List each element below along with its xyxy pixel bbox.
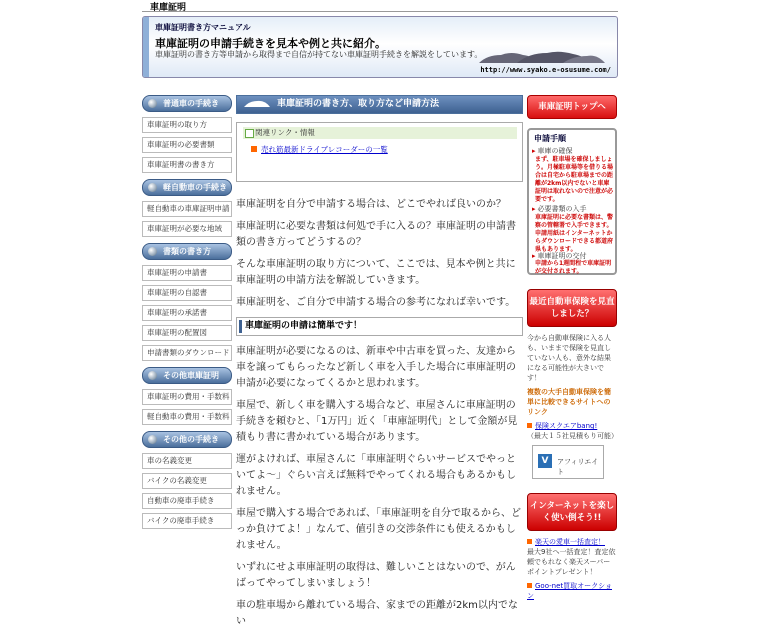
paragraph: 車庫証明を、ご自分で申請する場合の参考になれば幸いです。 (236, 297, 516, 308)
paragraph: 車庫証明を自分で申請する場合は、どこでやれば良いのか？ (236, 199, 506, 210)
related-link-item (251, 144, 388, 155)
sidebar-category: その他車庫証明 (142, 367, 232, 384)
related-links-header: 関連リンク・情報 (243, 127, 517, 139)
insurance-note: （最大１５社見積もり可能） (527, 432, 618, 440)
sidebar-group-other-proc (142, 431, 232, 529)
sidebar-link[interactable]: 車の名義変更 (142, 453, 232, 469)
sidebar-link[interactable]: 車庫証明が必要な地域 (142, 221, 232, 237)
step-1: ▸ 車庫の確保 (532, 146, 573, 156)
insurance-square-link[interactable]: 保険スクエアbang! (535, 422, 598, 430)
paragraph: 車屋で購入する場合であれば、「車庫証明を自分で取るから、どっか負けてよ！」なんて、値引きの交渉条件にも使えるかもしれません。 (236, 508, 521, 551)
step-2: ▸ 必要書類の入手 (532, 204, 587, 214)
header-title: 車庫証明の申請手続きを見本や例と共に紹介。 (155, 37, 386, 50)
sidebar-link[interactable]: 車庫証明の必要書類 (142, 137, 232, 153)
sidebar-group-shorui (142, 243, 232, 361)
sidebar-link[interactable]: 自動車の廃車手続き (142, 493, 232, 509)
sidebar-category: その他の手続き (142, 431, 232, 448)
affiliate-label: アフィリエイト (557, 458, 599, 476)
sidebar-category: 書類の書き方 (142, 243, 232, 260)
bullet-icon (148, 99, 157, 108)
paragraph: 車の駐車場から離れている場合、家までの距離が2km以内でない (236, 600, 518, 627)
sidebar-category: 軽自動車の手続き (142, 179, 232, 196)
right-sidebar (527, 95, 617, 601)
sidebar-link[interactable]: 軽自動車の車庫証明申請 (142, 201, 232, 217)
car-icon (243, 99, 271, 109)
sidebar-group-other-shako (142, 367, 232, 425)
arrow-icon (527, 423, 532, 428)
arrow-icon (527, 583, 532, 588)
left-sidebar (142, 95, 232, 535)
paragraph: 運がよければ、車屋さんに「車庫証明ぐらいサービスでやっといてよ～」ぐらい言えば無料でやってくれる場合もあるかもしれません。 (236, 454, 516, 497)
related-links-box (236, 122, 523, 182)
header-subtitle: 車庫証明書き方マニュアル (155, 23, 251, 32)
step-1-note: まず、駐車場を確保しましょう。月極駐車場等を借りる場合は自宅から駐車場までの距離が2km以内でないと車庫証明は取れないので注意が必要です。 (535, 156, 614, 203)
sidebar-link[interactable]: 車庫証明書の書き方 (142, 157, 232, 173)
top-page-button[interactable]: 車庫証明トップへ (527, 95, 617, 119)
main-content (236, 95, 523, 636)
page-title: 車庫証明の書き方、取り方など申請方法 (236, 95, 523, 114)
steps-panel (527, 128, 617, 275)
arrow-icon (527, 539, 532, 544)
checkbox-icon (245, 129, 254, 138)
bullet-icon (148, 183, 157, 192)
paragraph: 車庫証明が必要になるのは、新車や中古車を買った、友達から車を譲ってもらったなど新しく車を入手した場合に車庫証明の申請が必要になってくるかと思われます。 (236, 346, 516, 389)
rakuten-link-row (527, 537, 617, 547)
sidebar-link[interactable]: 車庫証明の自認書 (142, 285, 232, 301)
sidebar-group-futsusha (142, 95, 232, 173)
affiliate-banner[interactable] (532, 445, 604, 479)
internet-banner-button[interactable]: インターネットを楽しく使い倒そう!! (527, 493, 617, 531)
sidebar-link[interactable]: 軽自動車の費用・手数料 (142, 409, 232, 425)
sidebar-link[interactable]: 車庫証明の配置図 (142, 325, 232, 341)
insurance-link-row (527, 421, 617, 431)
paragraph: そんな車庫証明の取り方について、ここでは、見本や例と共に車庫証明の申請方法を解説していきます。 (236, 259, 516, 286)
step-3: ▸ 車庫証明の交付 (532, 251, 587, 261)
rakuten-text: 最大9社へ一括査定！査定依頼でもれなく楽天スーパーポイントプレゼント！ (527, 548, 616, 576)
section-heading: 車庫証明の申請は簡単です！ (236, 317, 523, 336)
paragraph: 車庫証明に必要な書類は何処で手に入るの？車庫証明の申請書類の書き方ってどうするの？ (236, 221, 516, 248)
step-3-note: 申請から1週間程で車庫証明が交付されます。 (535, 260, 612, 275)
bullet-icon (148, 371, 157, 380)
arrow-icon (251, 146, 257, 152)
site-brand[interactable]: 車庫証明 (150, 3, 187, 13)
header-description: 車庫証明の書き方等申請から取得まで自信が持てない車庫証明手続きを解説をしています。 (155, 50, 483, 59)
insurance-banner-button[interactable]: 最近自動車保険を見直しました？ (527, 289, 617, 327)
bullet-icon (148, 247, 157, 256)
sidebar-link[interactable]: 車庫証明の費用・手数料 (142, 389, 232, 405)
sidebar-link[interactable]: バイクの廃車手続き (142, 513, 232, 529)
goo-link-row (527, 581, 617, 601)
sidebar-group-kei (142, 179, 232, 237)
sidebar-link[interactable]: 申請書類のダウンロード (142, 345, 232, 361)
goo-net-link[interactable]: Goo-net買取オークション (527, 582, 612, 600)
drive-recorder-link[interactable]: 売れ筋最新ドライブレコーダーの一覧 (261, 145, 388, 154)
top-bar (142, 0, 618, 12)
step-2-note: 車庫証明に必要な書類は、警察の管轄署で入手できます。申請用紙はインターネットからダウンロードできる都道府県もあります。 (535, 214, 614, 253)
cars-silhouette-icon (477, 47, 607, 67)
insurance-compare-text: 複数の大手自動車保険を簡単に比較できるサイトへのリンク (527, 388, 611, 416)
header-banner (142, 16, 618, 78)
sidebar-link[interactable]: 車庫証明の申請書 (142, 265, 232, 281)
insurance-text: 今から自動車保険に入る人も、いままで保険を見直していない人も、意外な結果になる可能性が大きいです！ (527, 334, 611, 382)
affiliate-logo-icon: V (538, 454, 552, 468)
sidebar-link[interactable]: 車庫証明の承諾書 (142, 305, 232, 321)
header-url: http://www.syako.e-osusume.com/ (480, 66, 611, 74)
sidebar-link[interactable]: 車庫証明の取り方 (142, 117, 232, 133)
paragraph: いずれにせよ車庫証明の取得は、難しいことはないので、がんばってやってしまいましょう！ (236, 562, 516, 589)
steps-title: 申請手順 (534, 134, 566, 143)
rakuten-link[interactable]: 楽天の愛車一括査定！ (535, 538, 605, 546)
sidebar-link[interactable]: バイクの名義変更 (142, 473, 232, 489)
paragraph: 車屋で、新しく車を購入する場合など、車屋さんに車庫証明の手続きを頼むと、「1万円」近く「車庫証明代」として金額が見積もり書に書かれている場合があります。 (236, 400, 518, 443)
sidebar-category: 普通車の手続き (142, 95, 232, 112)
header-strip (143, 17, 149, 77)
bullet-icon (148, 435, 157, 444)
